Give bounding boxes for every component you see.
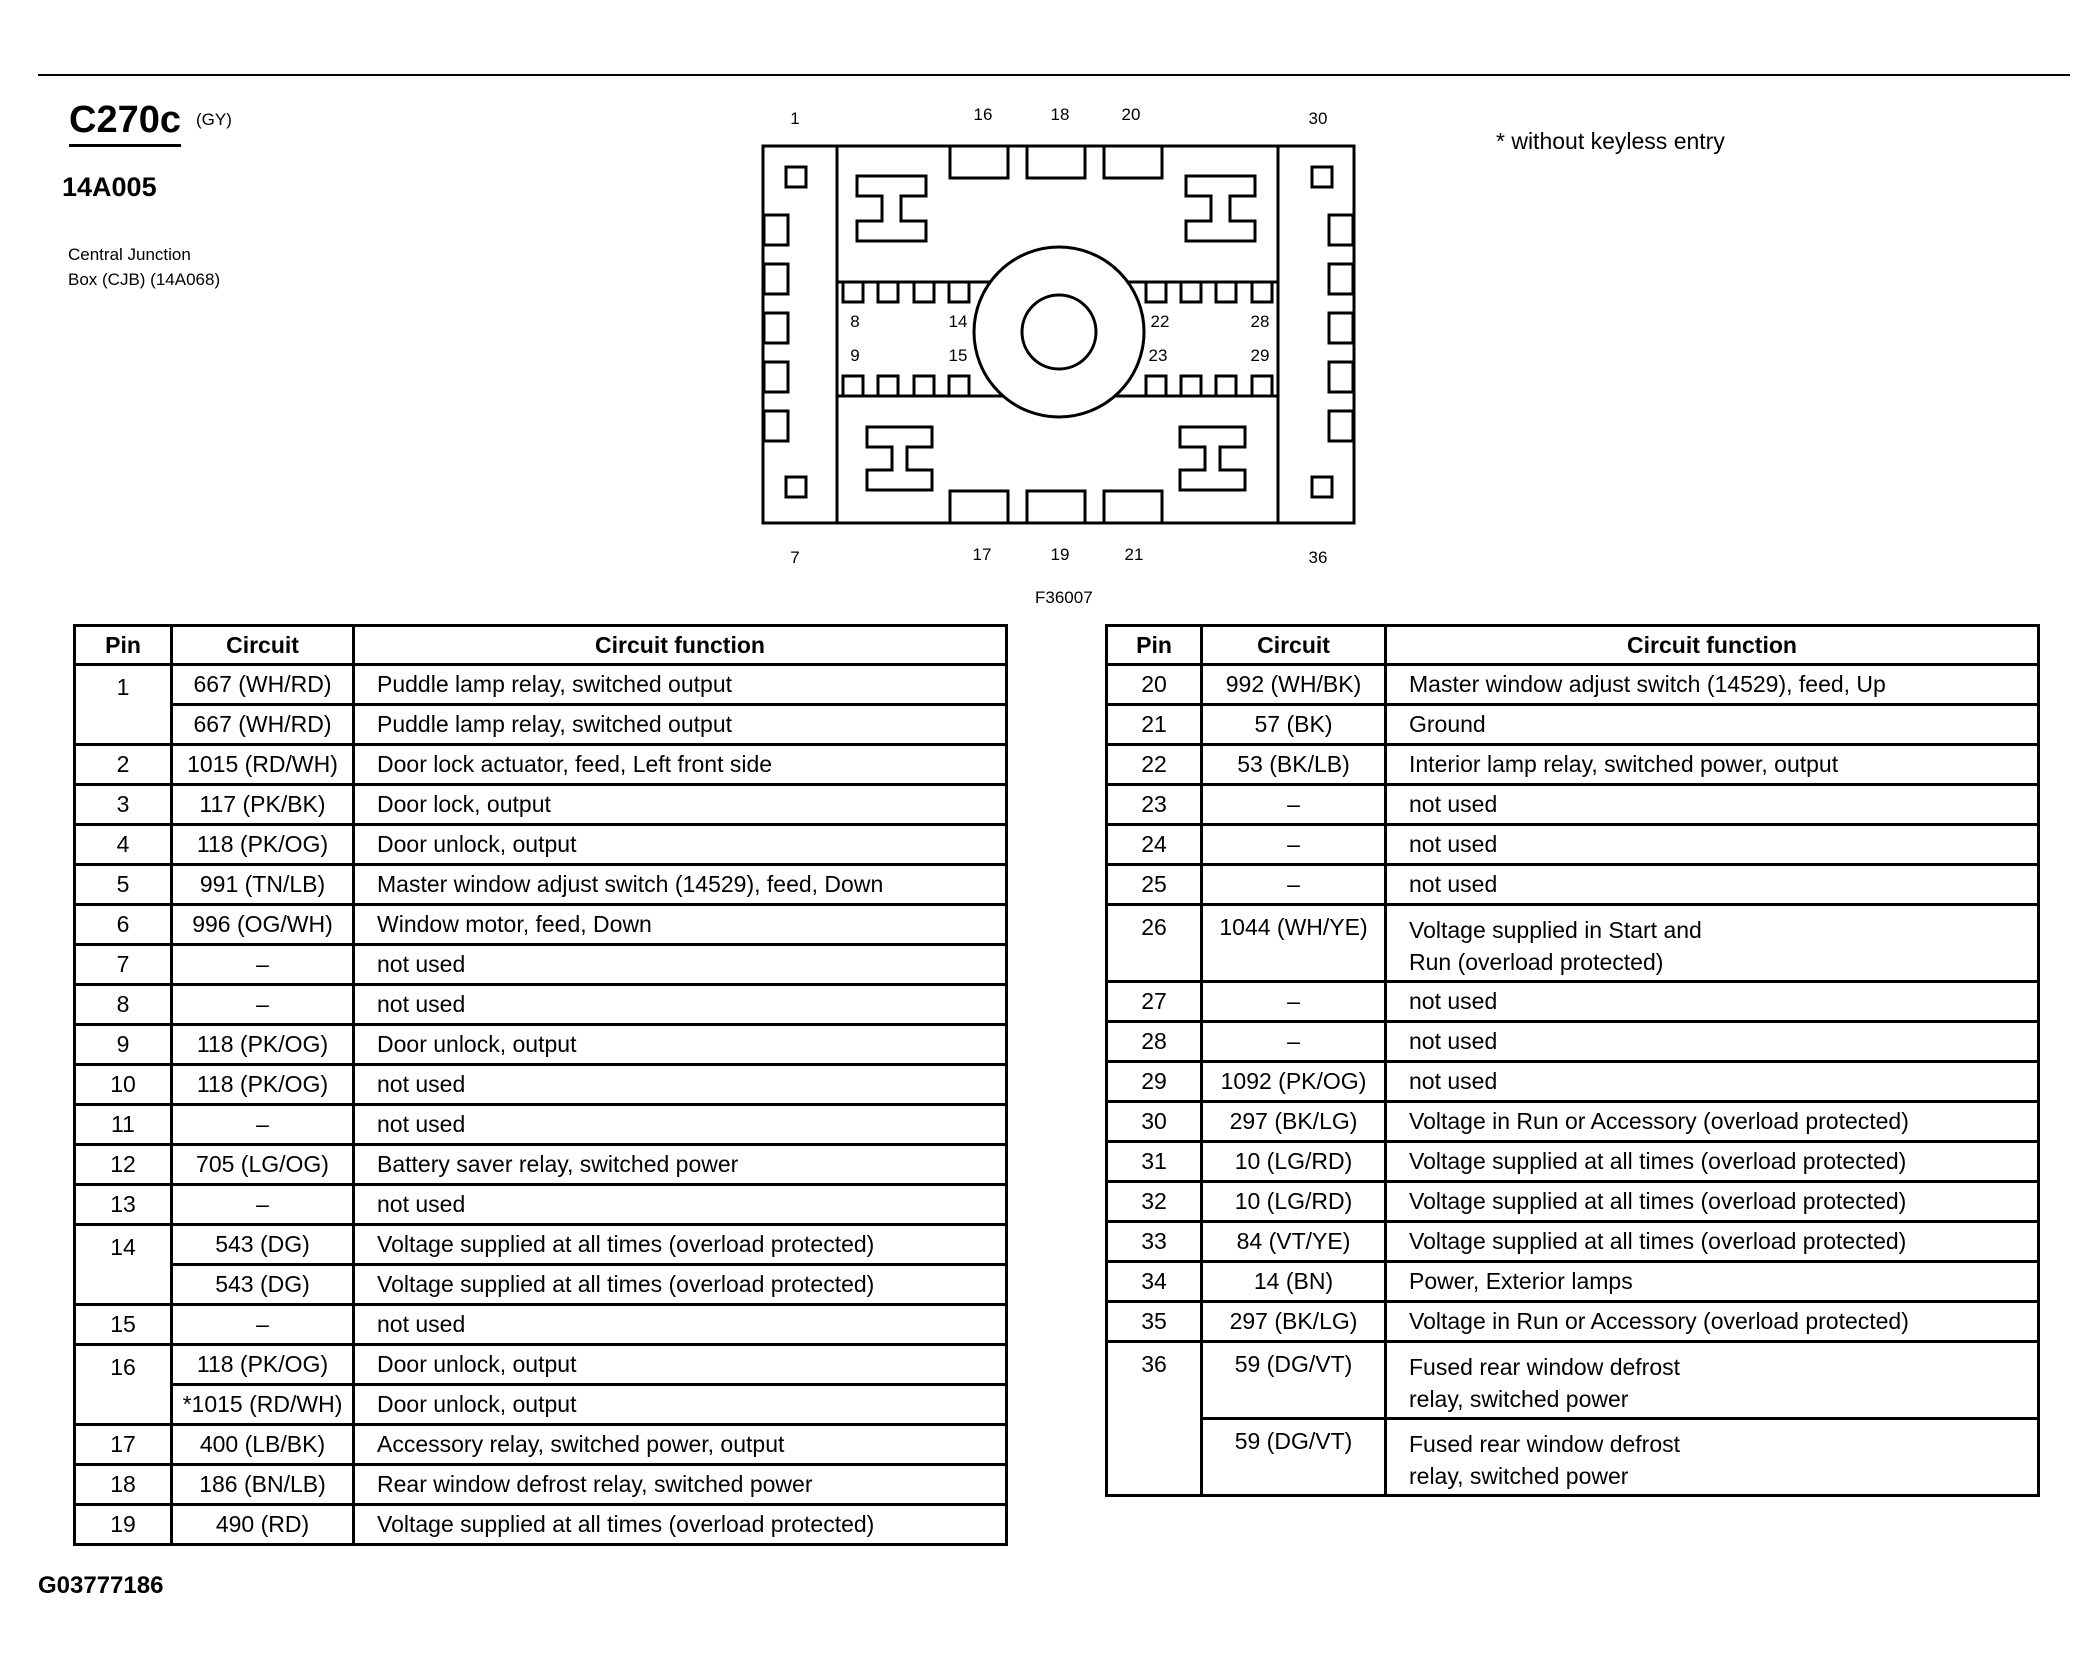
table-row	[1107, 1102, 2039, 1142]
pin-cell: 13	[75, 1185, 172, 1225]
circuit-cell: –	[1202, 1022, 1386, 1062]
table-header-row	[75, 626, 1007, 665]
header-pin: Pin	[75, 626, 172, 665]
pin-label-16: 16	[973, 105, 993, 124]
pin-cell: 24	[1107, 825, 1202, 865]
circuit-cell: 10 (LG/RD)	[1202, 1182, 1386, 1222]
function-cell: Rear window defrost relay, switched power	[354, 1465, 1007, 1505]
table-row	[75, 1345, 1007, 1385]
circuit-cell: 59 (DG/VT)	[1202, 1419, 1386, 1496]
table-row	[1107, 665, 2039, 705]
circuit-cell: 1092 (PK/OG)	[1202, 1062, 1386, 1102]
function-cell: not used	[1386, 1022, 2039, 1062]
circuit-cell: 1044 (WH/YE)	[1202, 905, 1386, 982]
table-row	[1107, 1062, 2039, 1102]
circuit-cell: 297 (BK/LG)	[1202, 1102, 1386, 1142]
circuit-cell: –	[1202, 982, 1386, 1022]
function-line-2: Run (overload protected)	[1409, 949, 1664, 975]
table-row	[1107, 1419, 2039, 1496]
table-row	[1107, 1142, 2039, 1182]
pin-label-8: 8	[850, 312, 860, 331]
table-row	[75, 1305, 1007, 1345]
function-cell: Puddle lamp relay, switched output	[354, 665, 1007, 705]
pin-cell: 10	[75, 1065, 172, 1105]
function-line-2: relay, switched power	[1409, 1386, 1629, 1412]
table-row	[75, 1505, 1007, 1545]
table-row	[75, 1225, 1007, 1265]
pin-cell: 15	[75, 1305, 172, 1345]
table-row	[1107, 825, 2039, 865]
function-cell: Master window adjust switch (14529), feed, Up	[1386, 665, 2039, 705]
table-row	[75, 1425, 1007, 1465]
circuit-cell: 59 (DG/VT)	[1202, 1342, 1386, 1419]
pin-label-29: 29	[1250, 346, 1270, 365]
table-row	[75, 945, 1007, 985]
pin-cell: 27	[1107, 982, 1202, 1022]
pin-cell: 18	[75, 1465, 172, 1505]
function-cell: Door unlock, output	[354, 1025, 1007, 1065]
circuit-cell: 53 (BK/LB)	[1202, 745, 1386, 785]
pin-table-left	[73, 624, 1008, 1546]
header-function: Circuit function	[1386, 626, 2039, 665]
circuit-cell: –	[172, 945, 354, 985]
pin-cell: 11	[75, 1105, 172, 1145]
function-line-1: Fused rear window defrost	[1409, 1431, 1681, 1457]
circuit-cell: 490 (RD)	[172, 1505, 354, 1545]
header-pin: Pin	[1107, 626, 1202, 665]
pin-label-7: 7	[790, 548, 800, 567]
function-cell: Ground	[1386, 705, 2039, 745]
circuit-cell: 118 (PK/OG)	[172, 1345, 354, 1385]
description-line-2: Box (CJB) (14A068)	[68, 270, 221, 289]
table-row	[1107, 1302, 2039, 1342]
function-cell	[1386, 1342, 2039, 1419]
function-cell: Voltage in Run or Accessory (overload protected)	[1386, 1302, 2039, 1342]
pin-cell: 9	[75, 1025, 172, 1065]
table-row	[75, 1065, 1007, 1105]
table-row	[1107, 1222, 2039, 1262]
pin-table-right	[1105, 624, 2040, 1497]
circuit-cell: –	[172, 985, 354, 1025]
circuit-cell: 186 (BN/LB)	[172, 1465, 354, 1505]
circuit-cell: 118 (PK/OG)	[172, 1025, 354, 1065]
pin-cell: 16	[75, 1345, 172, 1425]
pin-label-30: 30	[1308, 109, 1328, 128]
function-cell	[1386, 1419, 2039, 1496]
table-row	[75, 1185, 1007, 1225]
function-cell: not used	[1386, 785, 2039, 825]
pin-cell: 34	[1107, 1262, 1202, 1302]
pin-cell: 4	[75, 825, 172, 865]
function-cell: not used	[354, 1105, 1007, 1145]
pin-cell: 35	[1107, 1302, 1202, 1342]
pin-cell: 36	[1107, 1342, 1202, 1496]
table-row	[75, 705, 1007, 745]
pin-label-21: 21	[1124, 545, 1144, 564]
table-row	[75, 1385, 1007, 1425]
function-cell: Interior lamp relay, switched power, output	[1386, 745, 2039, 785]
connector-face-diagram	[0, 0, 2100, 620]
circuit-cell: –	[1202, 865, 1386, 905]
circuit-cell: –	[1202, 825, 1386, 865]
table-row	[1107, 1342, 2039, 1419]
function-cell: Accessory relay, switched power, output	[354, 1425, 1007, 1465]
circuit-cell: 992 (WH/BK)	[1202, 665, 1386, 705]
pin-cell: 21	[1107, 705, 1202, 745]
table-row	[1107, 745, 2039, 785]
circuit-cell: 297 (BK/LG)	[1202, 1302, 1386, 1342]
function-cell: not used	[354, 1185, 1007, 1225]
pin-cell: 23	[1107, 785, 1202, 825]
keyless-note: * without keyless entry	[1496, 128, 1725, 154]
table-row	[75, 1105, 1007, 1145]
pin-cell: 8	[75, 985, 172, 1025]
circuit-cell: 14 (BN)	[1202, 1262, 1386, 1302]
function-cell: Voltage supplied at all times (overload protected)	[354, 1225, 1007, 1265]
pin-cell: 14	[75, 1225, 172, 1305]
circuit-cell: 10 (LG/RD)	[1202, 1142, 1386, 1182]
table-row	[75, 745, 1007, 785]
circuit-cell: *1015 (RD/WH)	[172, 1385, 354, 1425]
function-cell: Puddle lamp relay, switched output	[354, 705, 1007, 745]
circuit-cell: 705 (LG/OG)	[172, 1145, 354, 1185]
circuit-cell: 543 (DG)	[172, 1225, 354, 1265]
pin-cell: 19	[75, 1505, 172, 1545]
pin-cell: 29	[1107, 1062, 1202, 1102]
function-cell: not used	[1386, 982, 2039, 1022]
part-number: 14A005	[62, 172, 157, 202]
pin-cell: 33	[1107, 1222, 1202, 1262]
function-cell: Voltage supplied at all times (overload protected)	[1386, 1222, 2039, 1262]
pin-label-14: 14	[948, 312, 968, 331]
pin-cell: 3	[75, 785, 172, 825]
function-cell: not used	[354, 945, 1007, 985]
pin-cell: 32	[1107, 1182, 1202, 1222]
table-row	[75, 1145, 1007, 1185]
figure-code: F36007	[1035, 588, 1093, 607]
pin-label-1: 1	[790, 109, 800, 128]
table-row	[75, 985, 1007, 1025]
function-cell: not used	[354, 985, 1007, 1025]
pin-cell: 2	[75, 745, 172, 785]
pin-cell: 25	[1107, 865, 1202, 905]
pin-cell: 28	[1107, 1022, 1202, 1062]
pin-cell: 31	[1107, 1142, 1202, 1182]
function-cell: not used	[1386, 1062, 2039, 1102]
pin-cell: 7	[75, 945, 172, 985]
document-id: G03777186	[38, 1572, 164, 1599]
table-row	[75, 1025, 1007, 1065]
table-row	[1107, 865, 2039, 905]
pin-label-17: 17	[972, 545, 992, 564]
function-cell: Voltage supplied at all times (overload protected)	[354, 1265, 1007, 1305]
function-cell: Power, Exterior lamps	[1386, 1262, 2039, 1302]
table-row	[1107, 1022, 2039, 1062]
circuit-cell: 117 (PK/BK)	[172, 785, 354, 825]
pin-cell: 30	[1107, 1102, 1202, 1142]
pin-cell: 5	[75, 865, 172, 905]
table-row	[1107, 785, 2039, 825]
connector-color: (GY)	[196, 110, 232, 129]
circuit-cell: 118 (PK/OG)	[172, 825, 354, 865]
table-row	[1107, 705, 2039, 745]
table-header-row	[1107, 626, 2039, 665]
function-cell: Door lock, output	[354, 785, 1007, 825]
header-function: Circuit function	[354, 626, 1007, 665]
function-line-1: Voltage supplied in Start and	[1409, 917, 1702, 943]
function-cell: not used	[1386, 825, 2039, 865]
pin-label-36: 36	[1308, 548, 1328, 567]
circuit-cell: 667 (WH/RD)	[172, 665, 354, 705]
pin-label-20: 20	[1121, 105, 1141, 124]
circuit-cell: 118 (PK/OG)	[172, 1065, 354, 1105]
pin-label-22: 22	[1150, 312, 1170, 331]
pin-cell: 1	[75, 665, 172, 745]
circuit-cell: 991 (TN/LB)	[172, 865, 354, 905]
circuit-cell: 84 (VT/YE)	[1202, 1222, 1386, 1262]
function-cell: Voltage supplied at all times (overload protected)	[354, 1505, 1007, 1545]
circuit-cell: 1015 (RD/WH)	[172, 745, 354, 785]
pin-cell: 6	[75, 905, 172, 945]
table-row	[1107, 1182, 2039, 1222]
function-line-2: relay, switched power	[1409, 1463, 1629, 1489]
circuit-cell: 57 (BK)	[1202, 705, 1386, 745]
function-cell	[1386, 905, 2039, 982]
table-row	[75, 1465, 1007, 1505]
function-cell: not used	[354, 1305, 1007, 1345]
function-cell: Door unlock, output	[354, 825, 1007, 865]
pin-label-18: 18	[1050, 105, 1070, 124]
function-cell: Battery saver relay, switched power	[354, 1145, 1007, 1185]
pin-label-28: 28	[1250, 312, 1270, 331]
function-line-1: Fused rear window defrost	[1409, 1354, 1681, 1380]
center-boss	[974, 247, 1144, 417]
table-row	[1107, 982, 2039, 1022]
function-cell: Door unlock, output	[354, 1345, 1007, 1385]
pin-label-19: 19	[1050, 545, 1070, 564]
function-cell: Door lock actuator, feed, Left front side	[354, 745, 1007, 785]
table-row	[75, 665, 1007, 705]
pin-label-23: 23	[1148, 346, 1168, 365]
header-circuit: Circuit	[1202, 626, 1386, 665]
pin-label-15: 15	[948, 346, 968, 365]
function-cell: Voltage supplied at all times (overload protected)	[1386, 1142, 2039, 1182]
pin-cell: 26	[1107, 905, 1202, 982]
function-cell: Voltage in Run or Accessory (overload protected)	[1386, 1102, 2039, 1142]
table-row	[75, 1265, 1007, 1305]
circuit-cell: 667 (WH/RD)	[172, 705, 354, 745]
circuit-cell: 400 (LB/BK)	[172, 1425, 354, 1465]
pin-label-9: 9	[850, 346, 860, 365]
circuit-cell: –	[172, 1185, 354, 1225]
table-row	[75, 785, 1007, 825]
function-cell: Voltage supplied at all times (overload protected)	[1386, 1182, 2039, 1222]
function-cell: not used	[1386, 865, 2039, 905]
circuit-cell: –	[1202, 785, 1386, 825]
circuit-cell: –	[172, 1105, 354, 1145]
function-cell: Window motor, feed, Down	[354, 905, 1007, 945]
circuit-cell: 543 (DG)	[172, 1265, 354, 1305]
header-circuit: Circuit	[172, 626, 354, 665]
description-line-1: Central Junction	[68, 245, 191, 264]
table-row	[75, 825, 1007, 865]
table-row	[1107, 905, 2039, 982]
function-cell: Door unlock, output	[354, 1385, 1007, 1425]
circuit-cell: 996 (OG/WH)	[172, 905, 354, 945]
function-cell: Master window adjust switch (14529), feed, Down	[354, 865, 1007, 905]
function-cell: not used	[354, 1065, 1007, 1105]
pin-cell: 12	[75, 1145, 172, 1185]
circuit-cell: –	[172, 1305, 354, 1345]
table-row	[75, 865, 1007, 905]
connector-id: C270c	[69, 100, 181, 147]
pin-cell: 22	[1107, 745, 1202, 785]
pin-cell: 20	[1107, 665, 1202, 705]
table-row	[75, 905, 1007, 945]
pin-cell: 17	[75, 1425, 172, 1465]
table-row	[1107, 1262, 2039, 1302]
